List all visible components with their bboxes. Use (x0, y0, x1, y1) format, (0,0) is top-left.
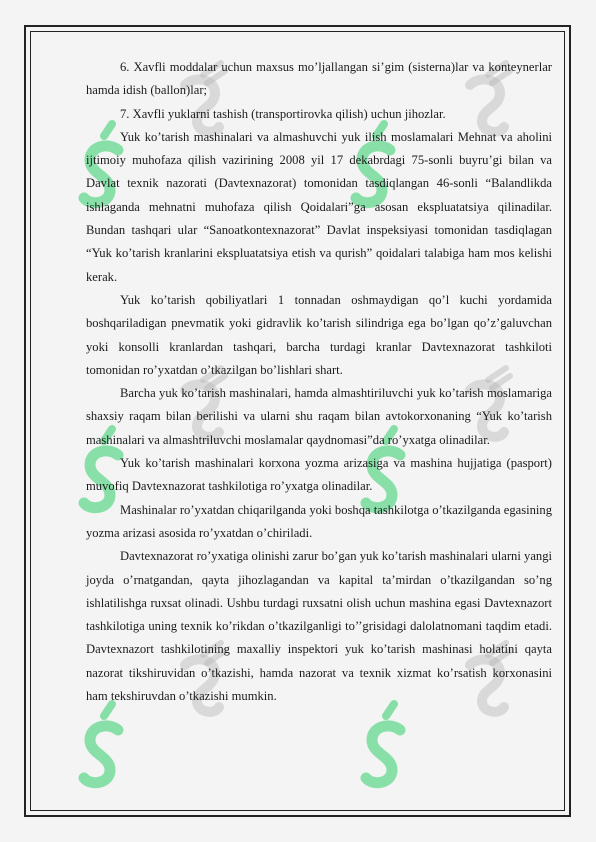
paragraph: 6. Xavfli moddalar uchun maxsus mo’ljallangan si’gim (sisterna)lar va konteynerlar hamda idish (ballon)lar; (86, 60, 552, 98)
document-body (86, 56, 552, 708)
paragraph: Barcha yuk ko’tarish mashinalari, hamda almashtiriluvchi yuk ko’tarish moslamariga shaxsiy raqam bilan berilishi va ularni shu raqam bilan avtokorxonaning “Yuk ko’tarish mashinalari va almashtriluvchi moslamalar qaydnomasi”da ro’yxatga olinadilar. (86, 386, 552, 447)
paragraph: Yuk ko’tarish mashinalari va almashuvchi yuk ilish moslamalari Mehnat va aholini ijtimoiy muhofaza qilish vazirining 2008 yil 17 dekabrdagi 75-sonli buyru’gi bilan va Davlat texnik nazorati (Davtexnazorat) tomonidan tasdiqlangan 46-sonli “Balandlikda ishlaganda mehnatni muhofaza qilish Qoidalari”ga asosan ekspluatatsiya qilinadilar. Bundan tashqari ular “Sanoatkontexnazorat” Davlat inspeksiyasi tomonidan tasdiqlagan “Yuk ko’tarish kranlarini ekspluatatsiya etish va qurish” qoidalari talabiga ham mos kelishi kerak. (86, 129, 552, 284)
paragraph: Mashinalar ro’yxatdan chiqarilganda yoki boshqa tashkilotga o’tkazilganda egasining yozma arizasi asosida ro’yxatdan o’chiriladi. (86, 502, 552, 540)
stylized-s-logo-icon (84, 704, 118, 783)
paragraph: 7. Xavfli yuklarni tashish (transportirovka qilish) uchun jihozlar. (120, 106, 446, 121)
paragraph: Yuk ko’tarish qobiliyatlari 1 tonnadan oshmaydigan qo’l kuchi yordamida boshqariladigan pnevmatik yoki gidravlik ko’tarish silindriga ega bo’lgan qo’z’galuvchan yoki konsolli kranlardan tashqari, barcha turdagi kranlar Davtexnazorat tashkiloti tomonidan ro’yxatdan o’tkazilgan bo’lishlari shart. (86, 292, 552, 377)
stylized-s-logo-icon (366, 704, 400, 783)
paragraph: Yuk ko’tarish mashinalari korxona yozma arizasiga va mashina hujjatiga (pasport) muvofiq Davtexnazorat tashkilotiga ro’yxatga olinadilar. (86, 456, 552, 494)
paragraph: Davtexnazorat ro’yxatiga olinishi zarur bo’gan yuk ko’tarish mashinalari ularni yangi joyda o’rnatgandan, qayta jihozlagandan va kapital ta’mirdan o’tkazilgandan so’ng ishlatilishga ruxsat olinadi. Ushbu turdagi ruxsatni olish uchun mashina egasi Davtexnazort tashkilotiga uning texnik ko’rikdan o’tkazilganligi to’’grisidagi dalolatnomani taqdim etadi. Davtexnazort tashkilotining maxalliy inspektori yuk ko’tarish mashinasi holatini qayta nazorat tikshiruvidan o’tkazishi, hamda nazorat va texnik xizmat ko’rsatish korxonasini ham tekshiruvdan o’tkazishi mumkin. (86, 549, 552, 704)
